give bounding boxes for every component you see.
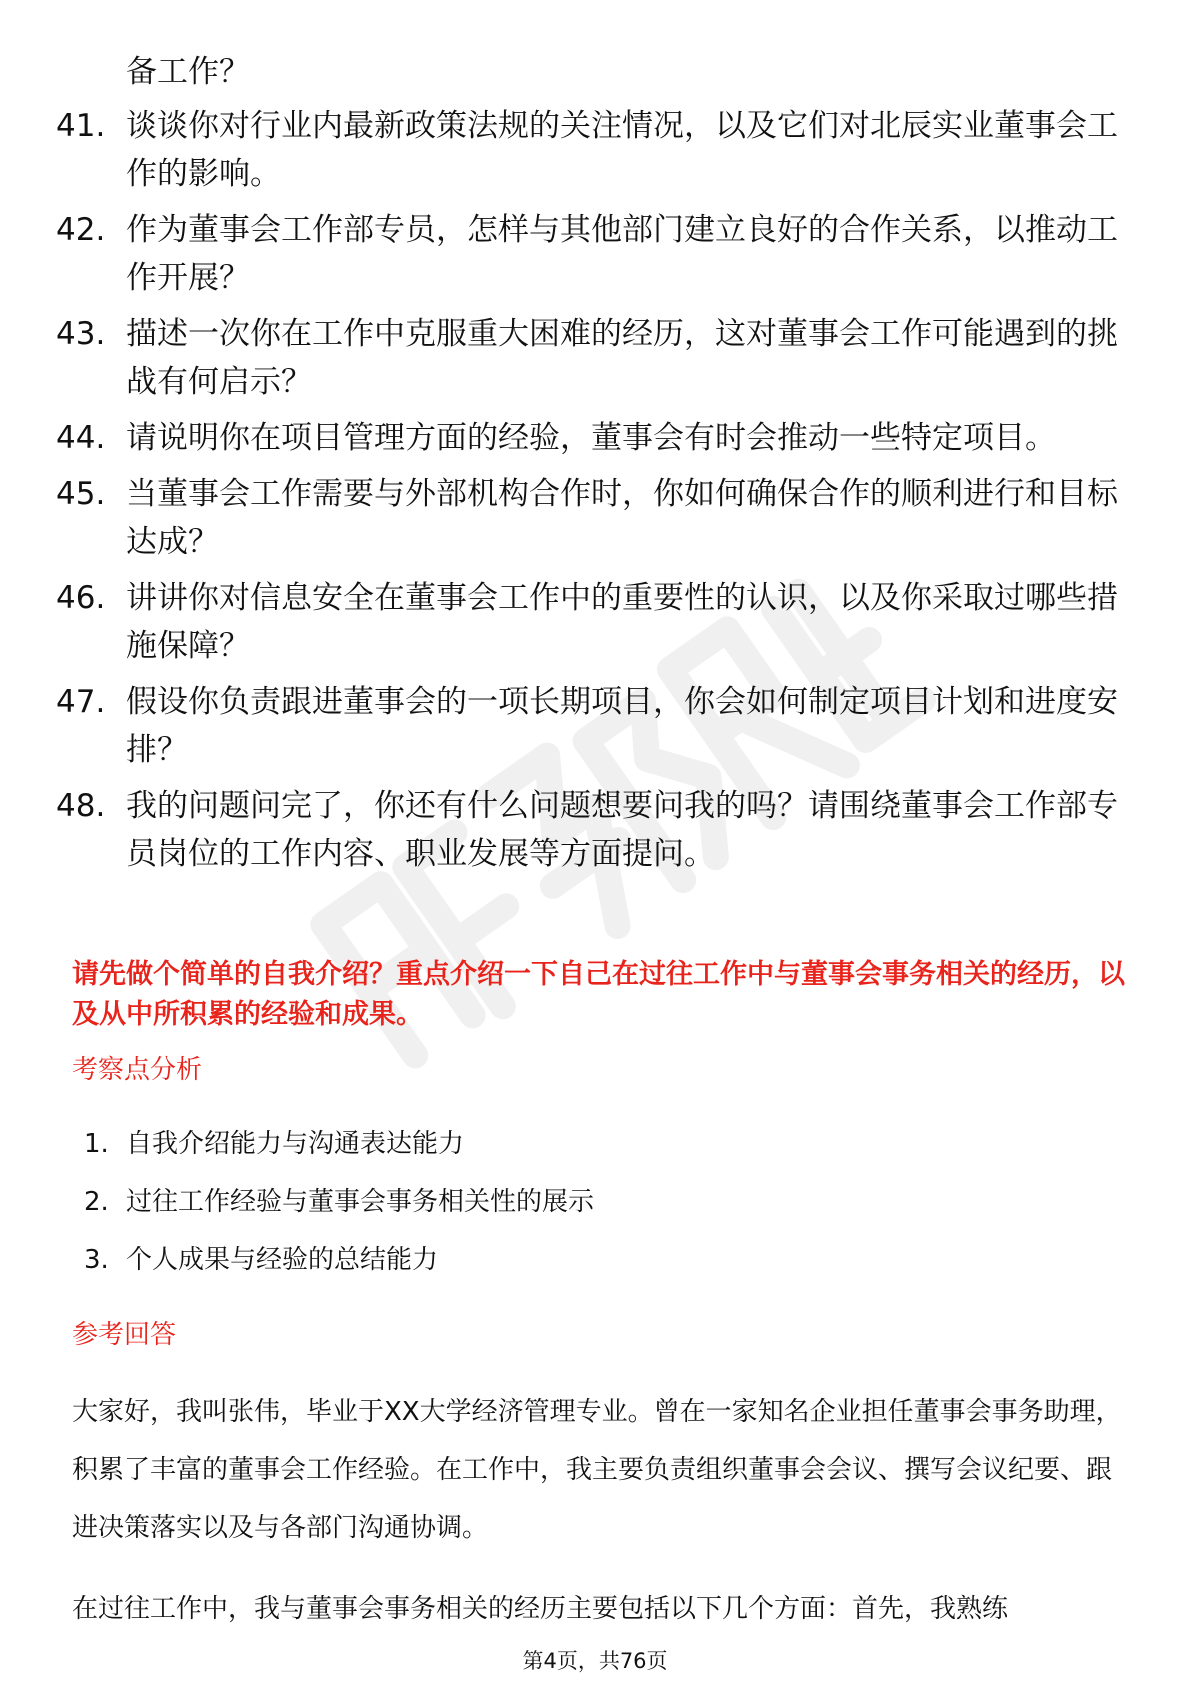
analysis-number: 2. <box>84 1187 109 1217</box>
list-item <box>56 574 1126 670</box>
question-text: 当董事会工作需要与外部机构合作时，你如何确保合作的顺利进行和目标达成？ <box>126 476 1118 560</box>
list-item <box>56 470 1126 566</box>
reference-heading: 参考回答 <box>72 1320 177 1350</box>
question-list <box>56 48 1126 886</box>
question-text: 描述一次你在工作中克服重大困难的经历，这对董事会工作可能遇到的挑战有何启示？ <box>126 316 1118 400</box>
question-number: 45. <box>56 476 106 512</box>
analysis-number: 1. <box>84 1129 109 1159</box>
question-number: 48. <box>56 788 106 824</box>
list-item <box>56 782 1126 878</box>
list-item <box>84 1243 984 1301</box>
page-number: 第4页，共76页 <box>522 1649 668 1673</box>
question-text: 请说明你在项目管理方面的经验，董事会有时会推动一些特定项目。 <box>126 420 1056 456</box>
question-number: 44. <box>56 420 106 456</box>
analysis-number: 3. <box>84 1245 109 1275</box>
question-text: 讲讲你对信息安全在董事会工作中的重要性的认识，以及你采取过哪些措施保障？ <box>126 580 1118 664</box>
answer-paragraph: 大家好，我叫张伟，毕业于XX大学经济管理专业。曾在一家知名企业担任董事会事务助理，积累了丰富的董事会工作经验。在工作中，我主要负责组织董事会会议、撰写会议纪要、跟进决策落实以及与各部门沟通协调。 <box>72 1397 1122 1543</box>
question-text: 谈谈你对行业内最新政策法规的关注情况，以及它们对北辰实业董事会工作的影响。 <box>126 108 1118 192</box>
analysis-text: 过往工作经验与董事会事务相关性的展示 <box>126 1187 595 1217</box>
question-number: 46. <box>56 580 106 616</box>
list-item <box>56 102 1126 198</box>
analysis-text: 自我介绍能力与沟通表达能力 <box>126 1129 465 1159</box>
answer-paragraph: 在过往工作中，我与董事会事务相关的经历主要包括以下几个方面：首先，我熟练 <box>72 1594 1009 1624</box>
question-continuation: 备工作？ <box>126 54 250 90</box>
list-item <box>84 1185 984 1243</box>
analysis-heading: 考察点分析 <box>72 1055 203 1085</box>
list-item <box>56 414 1126 462</box>
analysis-list <box>84 1127 984 1301</box>
question-text: 假设你负责跟进董事会的一项长期项目，你会如何制定项目计划和进度安排？ <box>126 684 1118 768</box>
analysis-text: 个人成果与经验的总结能力 <box>126 1245 439 1275</box>
list-item <box>56 310 1126 406</box>
question-number: 42. <box>56 212 106 248</box>
highlight-question: 请先做个简单的自我介绍？重点介绍一下自己在过往工作中与董事会事务相关的经历，以及从中所积累的经验和成果。 <box>72 959 1125 1030</box>
question-text: 作为董事会工作部专员，怎样与其他部门建立良好的合作关系，以推动工作开展？ <box>126 212 1118 296</box>
question-text: 我的问题问完了，你还有什么问题想要问我的吗？请围绕董事会工作部专员岗位的工作内容、职业发展等方面提问。 <box>126 788 1118 872</box>
list-item <box>56 678 1126 774</box>
question-number: 47. <box>56 684 106 720</box>
question-number: 41. <box>56 108 106 144</box>
list-item <box>56 206 1126 302</box>
question-number: 43. <box>56 316 106 352</box>
list-item <box>84 1127 984 1185</box>
